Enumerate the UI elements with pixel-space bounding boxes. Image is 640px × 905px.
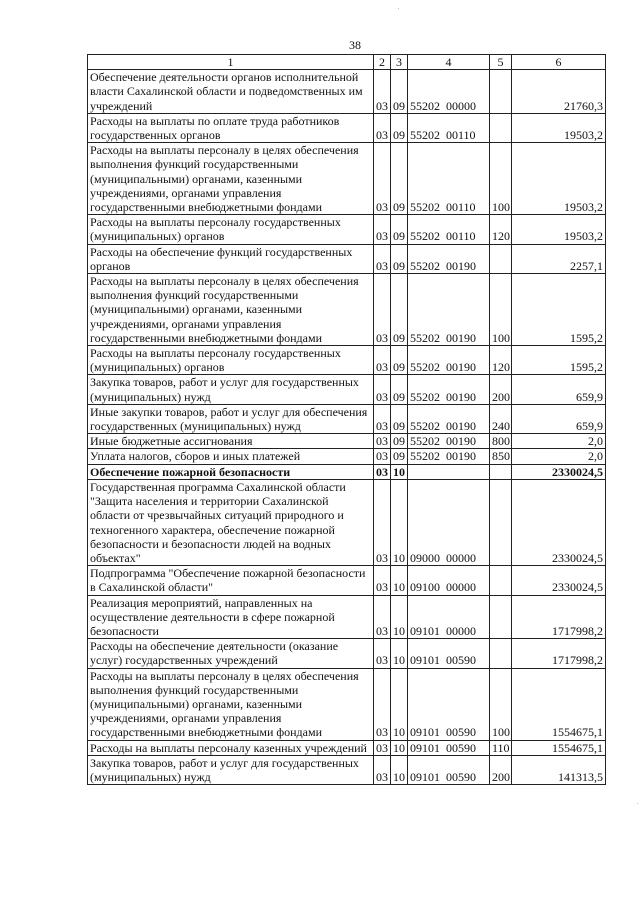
- header-row: [88, 55, 606, 70]
- header-col-5: 5: [490, 55, 512, 70]
- table-row: [88, 375, 606, 404]
- table-row: [88, 668, 606, 740]
- cell-amount: 1717998,2: [512, 595, 606, 639]
- cell-expense-type: 110: [490, 740, 512, 755]
- cell-name: Расходы на выплаты персоналу казенных учреждений: [88, 740, 374, 755]
- cell-target-article: 09101 00590: [408, 755, 490, 784]
- header-col-6: 6: [512, 55, 606, 70]
- cell-section: 03: [374, 70, 391, 114]
- cell-target-article: 09000 00000: [408, 479, 490, 565]
- cell-amount: 1554675,1: [512, 740, 606, 755]
- cell-expense-type: 200: [490, 375, 512, 404]
- table-row: [88, 244, 606, 273]
- cell-target-article: [408, 464, 490, 479]
- cell-amount: 659,9: [512, 404, 606, 433]
- cell-target-article: 09100 00000: [408, 566, 490, 595]
- cell-section: 03: [374, 375, 391, 404]
- cell-name: Расходы на выплаты персоналу в целях обеспечения выполнения функций государственными (муниципальными) органами, казенными учреждениями, органами управления государственными внебюджетными фондами: [88, 668, 374, 740]
- cell-amount: 1595,2: [512, 274, 606, 346]
- cell-subsection: 10: [391, 464, 408, 479]
- cell-subsection: 10: [391, 668, 408, 740]
- cell-target-article: 09101 00590: [408, 668, 490, 740]
- header-col-1: 1: [88, 55, 374, 70]
- cell-expense-type: [490, 479, 512, 565]
- cell-name: Подпрограмма "Обеспечение пожарной безопасности в Сахалинской области": [88, 566, 374, 595]
- cell-name: Обеспечение пожарной безопасности: [88, 464, 374, 479]
- table-row: [88, 274, 606, 346]
- cell-amount: 19503,2: [512, 215, 606, 244]
- cell-subsection: 09: [391, 143, 408, 215]
- cell-section: 03: [374, 449, 391, 464]
- cell-name: Расходы на обеспечение функций государственных органов: [88, 244, 374, 273]
- cell-section: 03: [374, 668, 391, 740]
- scan-speck: [398, 8, 399, 9]
- cell-subsection: 10: [391, 566, 408, 595]
- cell-name: Обеспечение деятельности органов исполнительной власти Сахалинской области и подведомственных им учреждений: [88, 70, 374, 114]
- cell-name: Закупка товаров, работ и услуг для государственных (муниципальных) нужд: [88, 755, 374, 784]
- header-col-4: 4: [408, 55, 490, 70]
- cell-expense-type: [490, 464, 512, 479]
- cell-subsection: 09: [391, 434, 408, 449]
- cell-target-article: 55202 00190: [408, 434, 490, 449]
- cell-subsection: 09: [391, 70, 408, 114]
- cell-target-article: 55202 00190: [408, 346, 490, 375]
- cell-name: Расходы на выплаты персоналу в целях обеспечения выполнения функций государственными (муниципальными) органами, казенными учреждениями, органами управления государственными внебюджетными фондами: [88, 274, 374, 346]
- table-row: [88, 404, 606, 433]
- cell-target-article: 55202 00000: [408, 70, 490, 114]
- table-row: [88, 740, 606, 755]
- cell-subsection: 09: [391, 346, 408, 375]
- cell-section: 03: [374, 346, 391, 375]
- header-col-2: 2: [374, 55, 391, 70]
- cell-section: 03: [374, 215, 391, 244]
- cell-expense-type: 100: [490, 274, 512, 346]
- cell-subsection: 10: [391, 595, 408, 639]
- table-row: [88, 464, 606, 479]
- cell-amount: 2,0: [512, 449, 606, 464]
- cell-name: Расходы на обеспечение деятельности (оказание услуг) государственных учреждений: [88, 639, 374, 668]
- cell-amount: 141313,5: [512, 755, 606, 784]
- table-body: [88, 55, 606, 785]
- cell-amount: 19503,2: [512, 143, 606, 215]
- cell-section: 03: [374, 595, 391, 639]
- cell-expense-type: 100: [490, 143, 512, 215]
- cell-expense-type: 120: [490, 215, 512, 244]
- table-row: [88, 113, 606, 142]
- cell-amount: 19503,2: [512, 113, 606, 142]
- cell-expense-type: 800: [490, 434, 512, 449]
- table-row: [88, 434, 606, 449]
- cell-expense-type: [490, 639, 512, 668]
- cell-subsection: 09: [391, 244, 408, 273]
- cell-expense-type: [490, 595, 512, 639]
- table-row: [88, 346, 606, 375]
- cell-name: Реализация мероприятий, направленных на осуществление деятельности в сфере пожарной безопасности: [88, 595, 374, 639]
- cell-section: 03: [374, 143, 391, 215]
- cell-name: Расходы на выплаты персоналу в целях обеспечения выполнения функций государственными (муниципальными) органами, казенными учреждениями, органами управления государственными внебюджетными фондами: [88, 143, 374, 215]
- scan-speck: [637, 803, 638, 804]
- cell-name: Государственная программа Сахалинской области "Защита населения и территории Сахалинской области от чрезвычайных ситуаций природного и техногенного характера, обеспечение пожарной безопасности и безопасности людей на водных объектах": [88, 479, 374, 565]
- cell-amount: 659,9: [512, 375, 606, 404]
- cell-target-article: 55202 00190: [408, 404, 490, 433]
- cell-section: 03: [374, 274, 391, 346]
- cell-subsection: 10: [391, 740, 408, 755]
- cell-name: Иные бюджетные ассигнования: [88, 434, 374, 449]
- cell-amount: 2330024,5: [512, 479, 606, 565]
- cell-target-article: 55202 00190: [408, 449, 490, 464]
- page-number: 38: [349, 38, 361, 52]
- cell-subsection: 09: [391, 274, 408, 346]
- cell-target-article: 55202 00190: [408, 375, 490, 404]
- cell-section: 03: [374, 755, 391, 784]
- cell-amount: 21760,3: [512, 70, 606, 114]
- table-row: [88, 639, 606, 668]
- cell-amount: 2257,1: [512, 244, 606, 273]
- table-row: [88, 755, 606, 784]
- cell-target-article: 09101 00590: [408, 740, 490, 755]
- table-row: [88, 566, 606, 595]
- cell-amount: 1554675,1: [512, 668, 606, 740]
- cell-expense-type: 120: [490, 346, 512, 375]
- cell-subsection: 09: [391, 375, 408, 404]
- cell-expense-type: [490, 113, 512, 142]
- cell-section: 03: [374, 404, 391, 433]
- cell-target-article: 55202 00110: [408, 215, 490, 244]
- cell-subsection: 09: [391, 113, 408, 142]
- cell-amount: 1595,2: [512, 346, 606, 375]
- cell-name: Расходы на выплаты персоналу государственных (муниципальных) органов: [88, 215, 374, 244]
- cell-amount: 2,0: [512, 434, 606, 449]
- budget-table: [87, 54, 606, 785]
- cell-target-article: 55202 00110: [408, 113, 490, 142]
- cell-section: 03: [374, 639, 391, 668]
- cell-name: Расходы на выплаты персоналу государственных (муниципальных) органов: [88, 346, 374, 375]
- cell-name: Иные закупки товаров, работ и услуг для обеспечения государственных (муниципальных) нужд: [88, 404, 374, 433]
- table-row: [88, 479, 606, 565]
- cell-section: 03: [374, 479, 391, 565]
- cell-subsection: 09: [391, 404, 408, 433]
- cell-section: 03: [374, 464, 391, 479]
- cell-section: 03: [374, 244, 391, 273]
- cell-section: 03: [374, 740, 391, 755]
- cell-expense-type: 200: [490, 755, 512, 784]
- cell-amount: 1717998,2: [512, 639, 606, 668]
- cell-subsection: 10: [391, 639, 408, 668]
- cell-section: 03: [374, 434, 391, 449]
- header-col-3: 3: [391, 55, 408, 70]
- cell-expense-type: [490, 566, 512, 595]
- cell-section: 03: [374, 566, 391, 595]
- cell-subsection: 10: [391, 755, 408, 784]
- cell-expense-type: 100: [490, 668, 512, 740]
- cell-name: Уплата налогов, сборов и иных платежей: [88, 449, 374, 464]
- cell-expense-type: [490, 244, 512, 273]
- cell-target-article: 55202 00110: [408, 143, 490, 215]
- cell-name: Расходы на выплаты по оплате труда работников государственных органов: [88, 113, 374, 142]
- table-row: [88, 449, 606, 464]
- cell-target-article: 09101 00590: [408, 639, 490, 668]
- cell-target-article: 55202 00190: [408, 244, 490, 273]
- cell-section: 03: [374, 113, 391, 142]
- cell-target-article: 55202 00190: [408, 274, 490, 346]
- cell-subsection: 10: [391, 479, 408, 565]
- cell-subsection: 09: [391, 215, 408, 244]
- cell-amount: 2330024,5: [512, 464, 606, 479]
- cell-expense-type: 850: [490, 449, 512, 464]
- table-row: [88, 70, 606, 114]
- table-row: [88, 215, 606, 244]
- table-row: [88, 595, 606, 639]
- cell-name: Закупка товаров, работ и услуг для государственных (муниципальных) нужд: [88, 375, 374, 404]
- cell-expense-type: [490, 70, 512, 114]
- cell-expense-type: 240: [490, 404, 512, 433]
- cell-amount: 2330024,5: [512, 566, 606, 595]
- table-row: [88, 143, 606, 215]
- cell-target-article: 09101 00000: [408, 595, 490, 639]
- cell-subsection: 09: [391, 449, 408, 464]
